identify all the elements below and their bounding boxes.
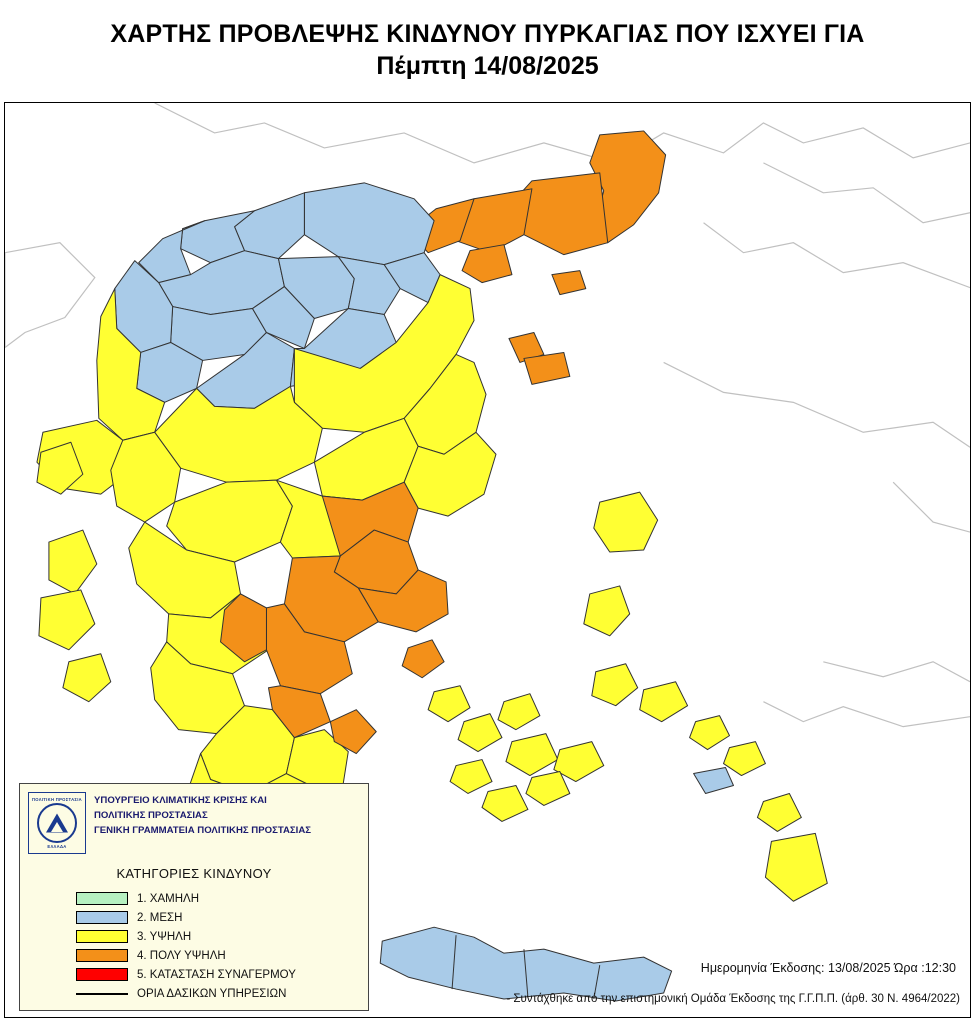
region-rodos (765, 833, 827, 901)
ministry-line-1: ΥΠΟΥΡΓΕΙΟ ΚΛΙΜΑΤΙΚΗΣ ΚΡΙΣΗΣ ΚΑΙ (94, 795, 267, 806)
committee-note: - Συντάχθηκε από την επιστημονική Ομάδα Έκδοσης της Γ.Γ.Π.Π. (άρθ. 30 Ν. 4964/2022) (506, 993, 960, 1005)
region-serres (304, 183, 434, 265)
legend-item-very-high (76, 947, 368, 964)
region-samothraki (552, 271, 586, 295)
region-naxos (506, 734, 558, 776)
region-karpathos-n (757, 793, 801, 831)
region-xanthi (456, 189, 532, 253)
legend-item-medium (76, 909, 368, 926)
legend-label-boundary: ΟΡΙΑ ΔΑΣΙΚΩΝ ΥΠΗΡΕΣΙΩΝ (137, 987, 287, 1000)
page-title (0, 18, 975, 82)
region-thasos-area (462, 245, 512, 283)
title-line-1: ΧΑΡΤΗΣ ΠΡΟΒΛΕΨΗΣ ΚΙΝΔΥΝΟΥ ΠΥΡΚΑΓΙΑΣ ΠΟΥ ΙΣΧΥΕΙ ΓΙΑ (110, 20, 865, 48)
region-lesvos (594, 492, 658, 552)
ministry-block (94, 792, 311, 837)
region-zakynthos (63, 654, 111, 702)
legend-swatch-medium (76, 911, 128, 924)
legend-swatch-high (76, 930, 128, 943)
emblem-text-top: ΠΟΛΙΤΙΚΗ ΠΡΟΣΤΑΣΙΑ (31, 797, 83, 802)
legend-header (20, 784, 368, 854)
region-kos (690, 716, 730, 750)
emblem-text-bottom: ΕΛΛΑΔΑ (47, 844, 67, 849)
region-kea (428, 686, 470, 722)
legend-item-high (76, 928, 368, 945)
map-canvas[interactable] (4, 102, 971, 1018)
legend-title: ΚΑΤΗΓΟΡΙΕΣ ΚΙΝΔΥΝΟΥ (116, 866, 272, 881)
ministry-line-3: ΓΕΝΙΚΗ ΓΡΑΜΜΑΤΕΙΑ ΠΟΛΙΤΙΚΗΣ ΠΡΟΣΤΑΣΙΑΣ (94, 825, 312, 836)
legend-item-boundary (76, 985, 368, 1002)
legend-swatch-low (76, 892, 128, 905)
region-chios (584, 586, 630, 636)
region-kalymnos (724, 742, 766, 776)
region-paros (526, 772, 570, 806)
region-astypalaia (694, 768, 734, 794)
ministry-line-2: ΠΟΛΙΤΙΚΗΣ ΠΡΟΣΤΑΣΙΑΣ (94, 810, 208, 821)
legend-label-high: 3. ΥΨΗΛΗ (137, 930, 192, 943)
legend-boundary-line-icon (76, 993, 128, 995)
region-syros (458, 714, 502, 752)
region-andros-s (498, 694, 540, 730)
region-sifnos (450, 760, 492, 794)
legend-panel (19, 783, 369, 1011)
legend-item-alert (76, 966, 368, 983)
legend-swatch-very-high (76, 949, 128, 962)
region-lefkada (49, 530, 97, 594)
region-ios (482, 786, 528, 822)
region-kefallinia (39, 590, 95, 650)
region-crete (380, 927, 671, 1001)
region-samos (592, 664, 638, 706)
emblem-triangle-inner (51, 822, 63, 832)
issue-datetime: Ημερομηνία Έκδοσης: 13/08/2025 Ώρα :12:30 (700, 961, 956, 975)
civil-protection-emblem-icon (28, 792, 86, 854)
legend-items (20, 890, 368, 1002)
region-attiki-islands (402, 640, 444, 678)
legend-label-very-high: 4. ΠΟΛΥ ΥΨΗΛΗ (137, 949, 226, 962)
legend-swatch-alert (76, 968, 128, 981)
legend-item-low (76, 890, 368, 907)
legend-label-alert: 5. ΚΑΤΑΣΤΑΣΗ ΣΥΝΑΓΕΡΜΟΥ (137, 968, 296, 981)
region-limnos-b (524, 352, 570, 384)
region-kilkis (235, 193, 305, 259)
region-ikaria (640, 682, 688, 722)
legend-label-low: 1. ΧΑΜΗΛΗ (137, 892, 199, 905)
legend-label-medium: 2. ΜΕΣΗ (137, 911, 183, 924)
title-line-2: Πέμπτη 14/08/2025 (376, 52, 599, 80)
